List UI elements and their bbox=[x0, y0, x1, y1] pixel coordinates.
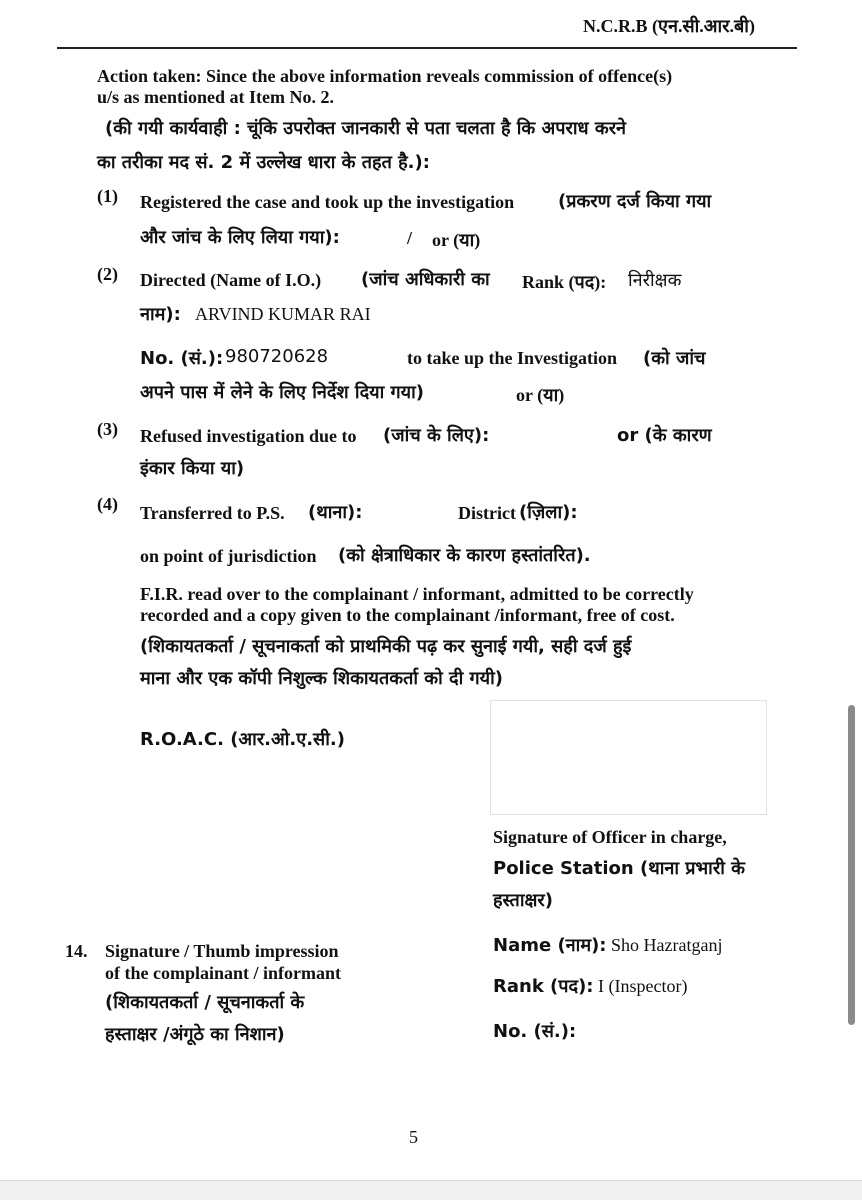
item14-hindi1: (शिकायतकर्ता / सूचनाकर्ता के bbox=[105, 992, 305, 1013]
item2-directed-hi: (जांच अधिकारी का bbox=[361, 269, 490, 290]
item14-line2: of the complainant / informant bbox=[105, 963, 341, 983]
item2-rank-label: Rank (पद): bbox=[522, 272, 607, 292]
scrollbar-thumb[interactable] bbox=[848, 705, 855, 1025]
io-name-value: ARVIND KUMAR RAI bbox=[195, 304, 371, 324]
item14-hindi2: हस्ताक्षर /अंगूठे का निशान) bbox=[105, 1024, 285, 1045]
item1-slash: / bbox=[407, 228, 413, 248]
item4-district: District bbox=[458, 503, 516, 523]
officer-sig-line1: Signature of Officer in charge, bbox=[493, 827, 727, 847]
officer-rank-value: I (Inspector) bbox=[598, 976, 688, 996]
item2-rank-value: निरीक्षक bbox=[628, 270, 682, 291]
officer-rank-label: Rank (पद): bbox=[493, 976, 594, 997]
item1-number: (1) bbox=[97, 186, 118, 206]
fir-hindi1: (शिकायतकर्ता / सूचनाकर्ता को प्राथमिकी पढ़ कर सुनाई गयी, सही दर्ज हुई bbox=[140, 636, 632, 657]
fir-line2: recorded and a copy given to the complainant /informant, free of cost. bbox=[140, 605, 675, 625]
item4-jurisdiction-hi: (को क्षेत्राधिकार के कारण हस्तांतरित). bbox=[338, 545, 591, 566]
item1-text-hi2: और जांच के लिए लिया गया): bbox=[140, 227, 340, 248]
roac-label: R.O.A.C. (आर.ओ.ए.सी.) bbox=[140, 729, 345, 750]
action-taken-hindi2: का तरीका मद सं. 2 में उल्लेख धारा के तहत है.): bbox=[97, 152, 430, 173]
item3-line2-hi: इंकार किया या) bbox=[140, 458, 245, 479]
item2-or: or (या) bbox=[516, 385, 565, 405]
io-number-value: 980720628 bbox=[225, 346, 329, 367]
item14-line1: Signature / Thumb impression bbox=[105, 941, 339, 961]
item3-or: or (के कारण bbox=[617, 425, 712, 446]
officer-name-value: Sho Hazratganj bbox=[611, 935, 723, 955]
officer-sig-line3: हस्ताक्षर) bbox=[493, 890, 553, 911]
page-divider bbox=[0, 1180, 862, 1181]
page-number: 5 bbox=[409, 1127, 418, 1147]
fir-line1: F.I.R. read over to the complainant / informant, admitted to be correctly bbox=[140, 584, 694, 604]
item1-text-hi1: (प्रकरण दर्ज किया गया bbox=[558, 191, 712, 212]
item1-text-en: Registered the case and took up the investigation bbox=[140, 192, 515, 212]
item4-transferred: Transferred to P.S. bbox=[140, 503, 285, 523]
ncrb-header: N.C.R.B (एन.सी.आर.बी) bbox=[583, 16, 755, 36]
item4-transferred-hi: (थाना): bbox=[308, 502, 363, 523]
viewer-bottom-bar bbox=[0, 1180, 862, 1200]
item2-directed: Directed (Name of I.O.) bbox=[140, 270, 322, 290]
item2-number: (2) bbox=[97, 264, 118, 284]
header-rule bbox=[57, 47, 797, 49]
item14-number: 14. bbox=[65, 941, 88, 961]
officer-signature-box bbox=[490, 700, 767, 815]
item2-to-take-hi: (को जांच bbox=[643, 348, 706, 369]
officer-name-label: Name (नाम): bbox=[493, 935, 607, 956]
action-taken-hindi1: (की गयी कार्यवाही : चूंकि उपरोक्त जानकारी से पता चलता है कि अपराध करने bbox=[105, 118, 627, 139]
item2-no-label: No. (सं.): bbox=[140, 348, 224, 369]
item2-to-take: to take up the Investigation bbox=[407, 348, 618, 368]
item4-number: (4) bbox=[97, 494, 118, 514]
action-taken-line1: Action taken: Since the above information reveals commission of offence(s) bbox=[97, 66, 673, 86]
officer-no-label: No. (सं.): bbox=[493, 1021, 577, 1042]
item3-refused: Refused investigation due to bbox=[140, 426, 357, 446]
action-taken-line2: u/s as mentioned at Item No. 2. bbox=[97, 87, 334, 107]
item1-or: or (या) bbox=[432, 230, 481, 250]
item4-jurisdiction: on point of jurisdiction bbox=[140, 546, 317, 566]
item3-refused-hi: (जांच के लिए): bbox=[383, 425, 490, 446]
item2-line3-hi: अपने पास में लेने के लिए निर्देश दिया गया) bbox=[140, 382, 424, 403]
item4-district-hi: (ज़िला): bbox=[519, 502, 578, 523]
item2-name-hi: नाम): bbox=[140, 304, 181, 325]
fir-hindi2: माना और एक कॉपी निशुल्क शिकायतकर्ता को दी गयी) bbox=[140, 668, 503, 689]
officer-sig-line2: Police Station (थाना प्रभारी के bbox=[493, 858, 745, 879]
item3-number: (3) bbox=[97, 419, 118, 439]
